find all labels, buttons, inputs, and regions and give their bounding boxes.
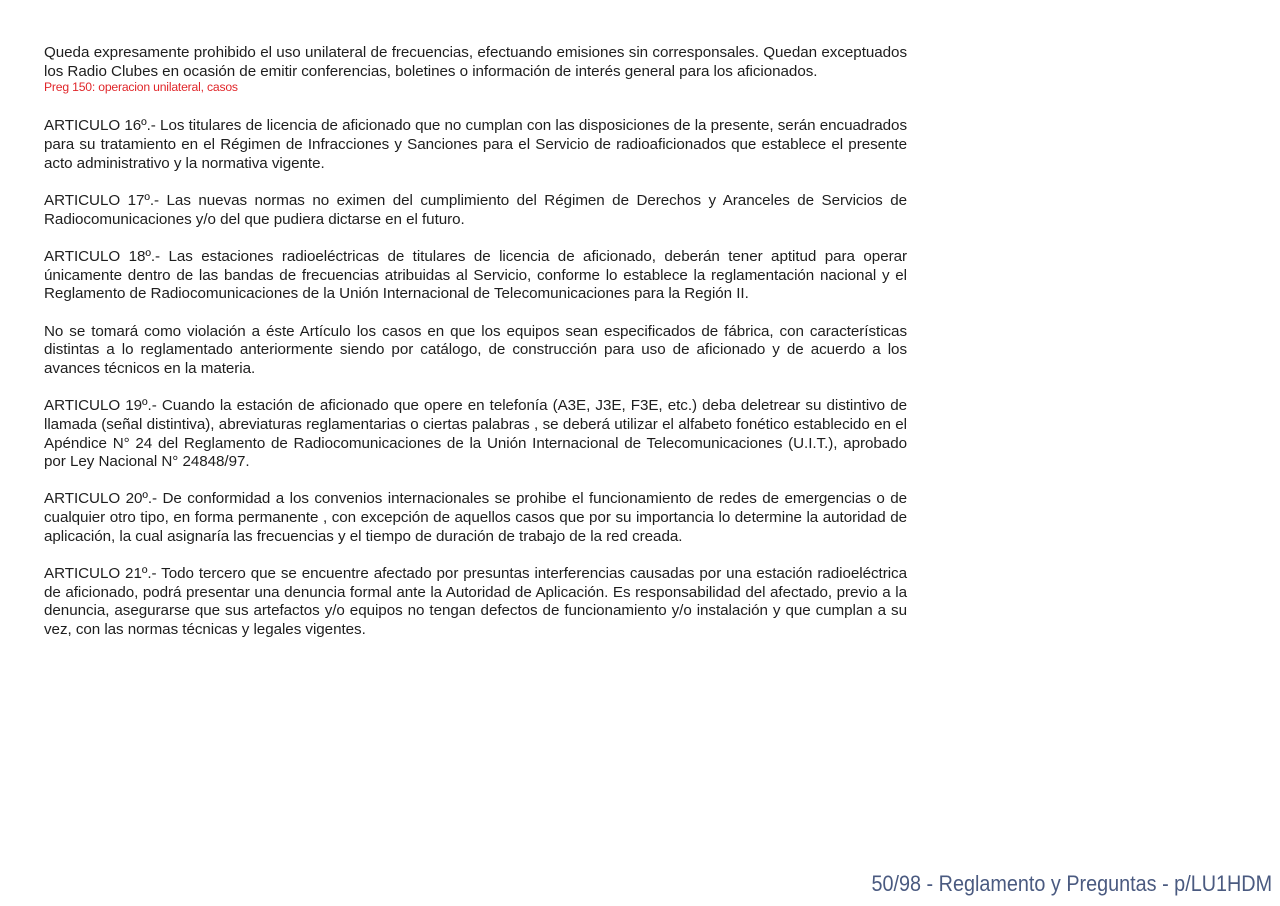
article-20-paragraph: ARTICULO 20º.- De conformidad a los convenios internacionales se prohibe el funcionamiento de redes de emergencias o de cualquier otro tipo, en forma permanente , con excepción de aquellos casos que por su importancia lo determine la autoridad de aplicación, la cual asignaría las frecuencias y el tiempo de duración de trabajo de la red creada.: [44, 490, 907, 545]
article-21-paragraph: ARTICULO 21º.- Todo tercero que se encuentre afectado por presuntas interferencias causadas por una estación radioeléctrica de aficionado, podrá presentar una denuncia formal ante la Autoridad de Aplicación. Es responsabilidad del afectado, previo a la denuncia, asegurarse que sus artefactos y/o equipos no tengan defectos de funcionamiento y/o instalación y que cumplan a su vez, con las normas técnicas y legales vigentes.: [44, 565, 907, 639]
article-16-paragraph: ARTICULO 16º.- Los titulares de licencia de aficionado que no cumplan con las disposiciones de la presente, serán encuadrados para su tratamiento en el Régimen de Infracciones y Sanciones para el Servicio de radioaficionados que establece el presente acto administrativo y la normativa vigente.: [44, 117, 907, 172]
article-18-paragraph: ARTICULO 18º.- Las estaciones radioeléctricas de titulares de licencia de aficionado, deberán tener aptitud para operar únicamente dentro de las bandas de frecuencias atribuidas al Servicio, conforme lo establece la reglamentación nacional y el Reglamento de Radiocomunicaciones de la Unión Internacional de Telecomunicaciones para la Región II.: [44, 247, 907, 303]
intro-paragraph: Queda expresamente prohibido el uso unilateral de frecuencias, efectuando emisiones sin corresponsales. Quedan exceptuados los Radio Clubes en ocasión de emitir conferencias, boletines o información de interés general para los aficionados.: [44, 44, 907, 80]
question-note: Preg 150: operacion unilateral, casos: [44, 80, 238, 95]
page-footer: 50/98 - Reglamento y Preguntas - p/LU1HDM: [871, 871, 1272, 896]
article-17-paragraph: ARTICULO 17º.- Las nuevas normas no eximen del cumplimiento del Régimen de Derechos y Aranceles de Servicios de Radiocomunicaciones y/o del que pudiera dictarse en el futuro.: [44, 192, 907, 228]
document-body: [44, 44, 907, 658]
article-19-paragraph: ARTICULO 19º.- Cuando la estación de aficionado que opere en telefonía (A3E, J3E, F3E, etc.) deba deletrear su distintivo de llamada (señal distintiva), abreviaturas reglamentarias o ciertas palabras , se deberá utilizar el alfabeto fonético establecido en el Apéndice N° 24 del Reglamento de Radiocomunicaciones de la Unión Internacional de Telecomunicaciones (U.I.T.), aprobado por Ley Nacional N° 24848/97.: [44, 397, 907, 471]
article-18-exception-paragraph: No se tomará como violación a éste Artículo los casos en que los equipos sean especificados de fábrica, con características distintas a lo reglamentado anteriormente siendo por catálogo, de construcción para uso de aficionado y de acuerdo a los avances técnicos en la materia.: [44, 322, 907, 377]
